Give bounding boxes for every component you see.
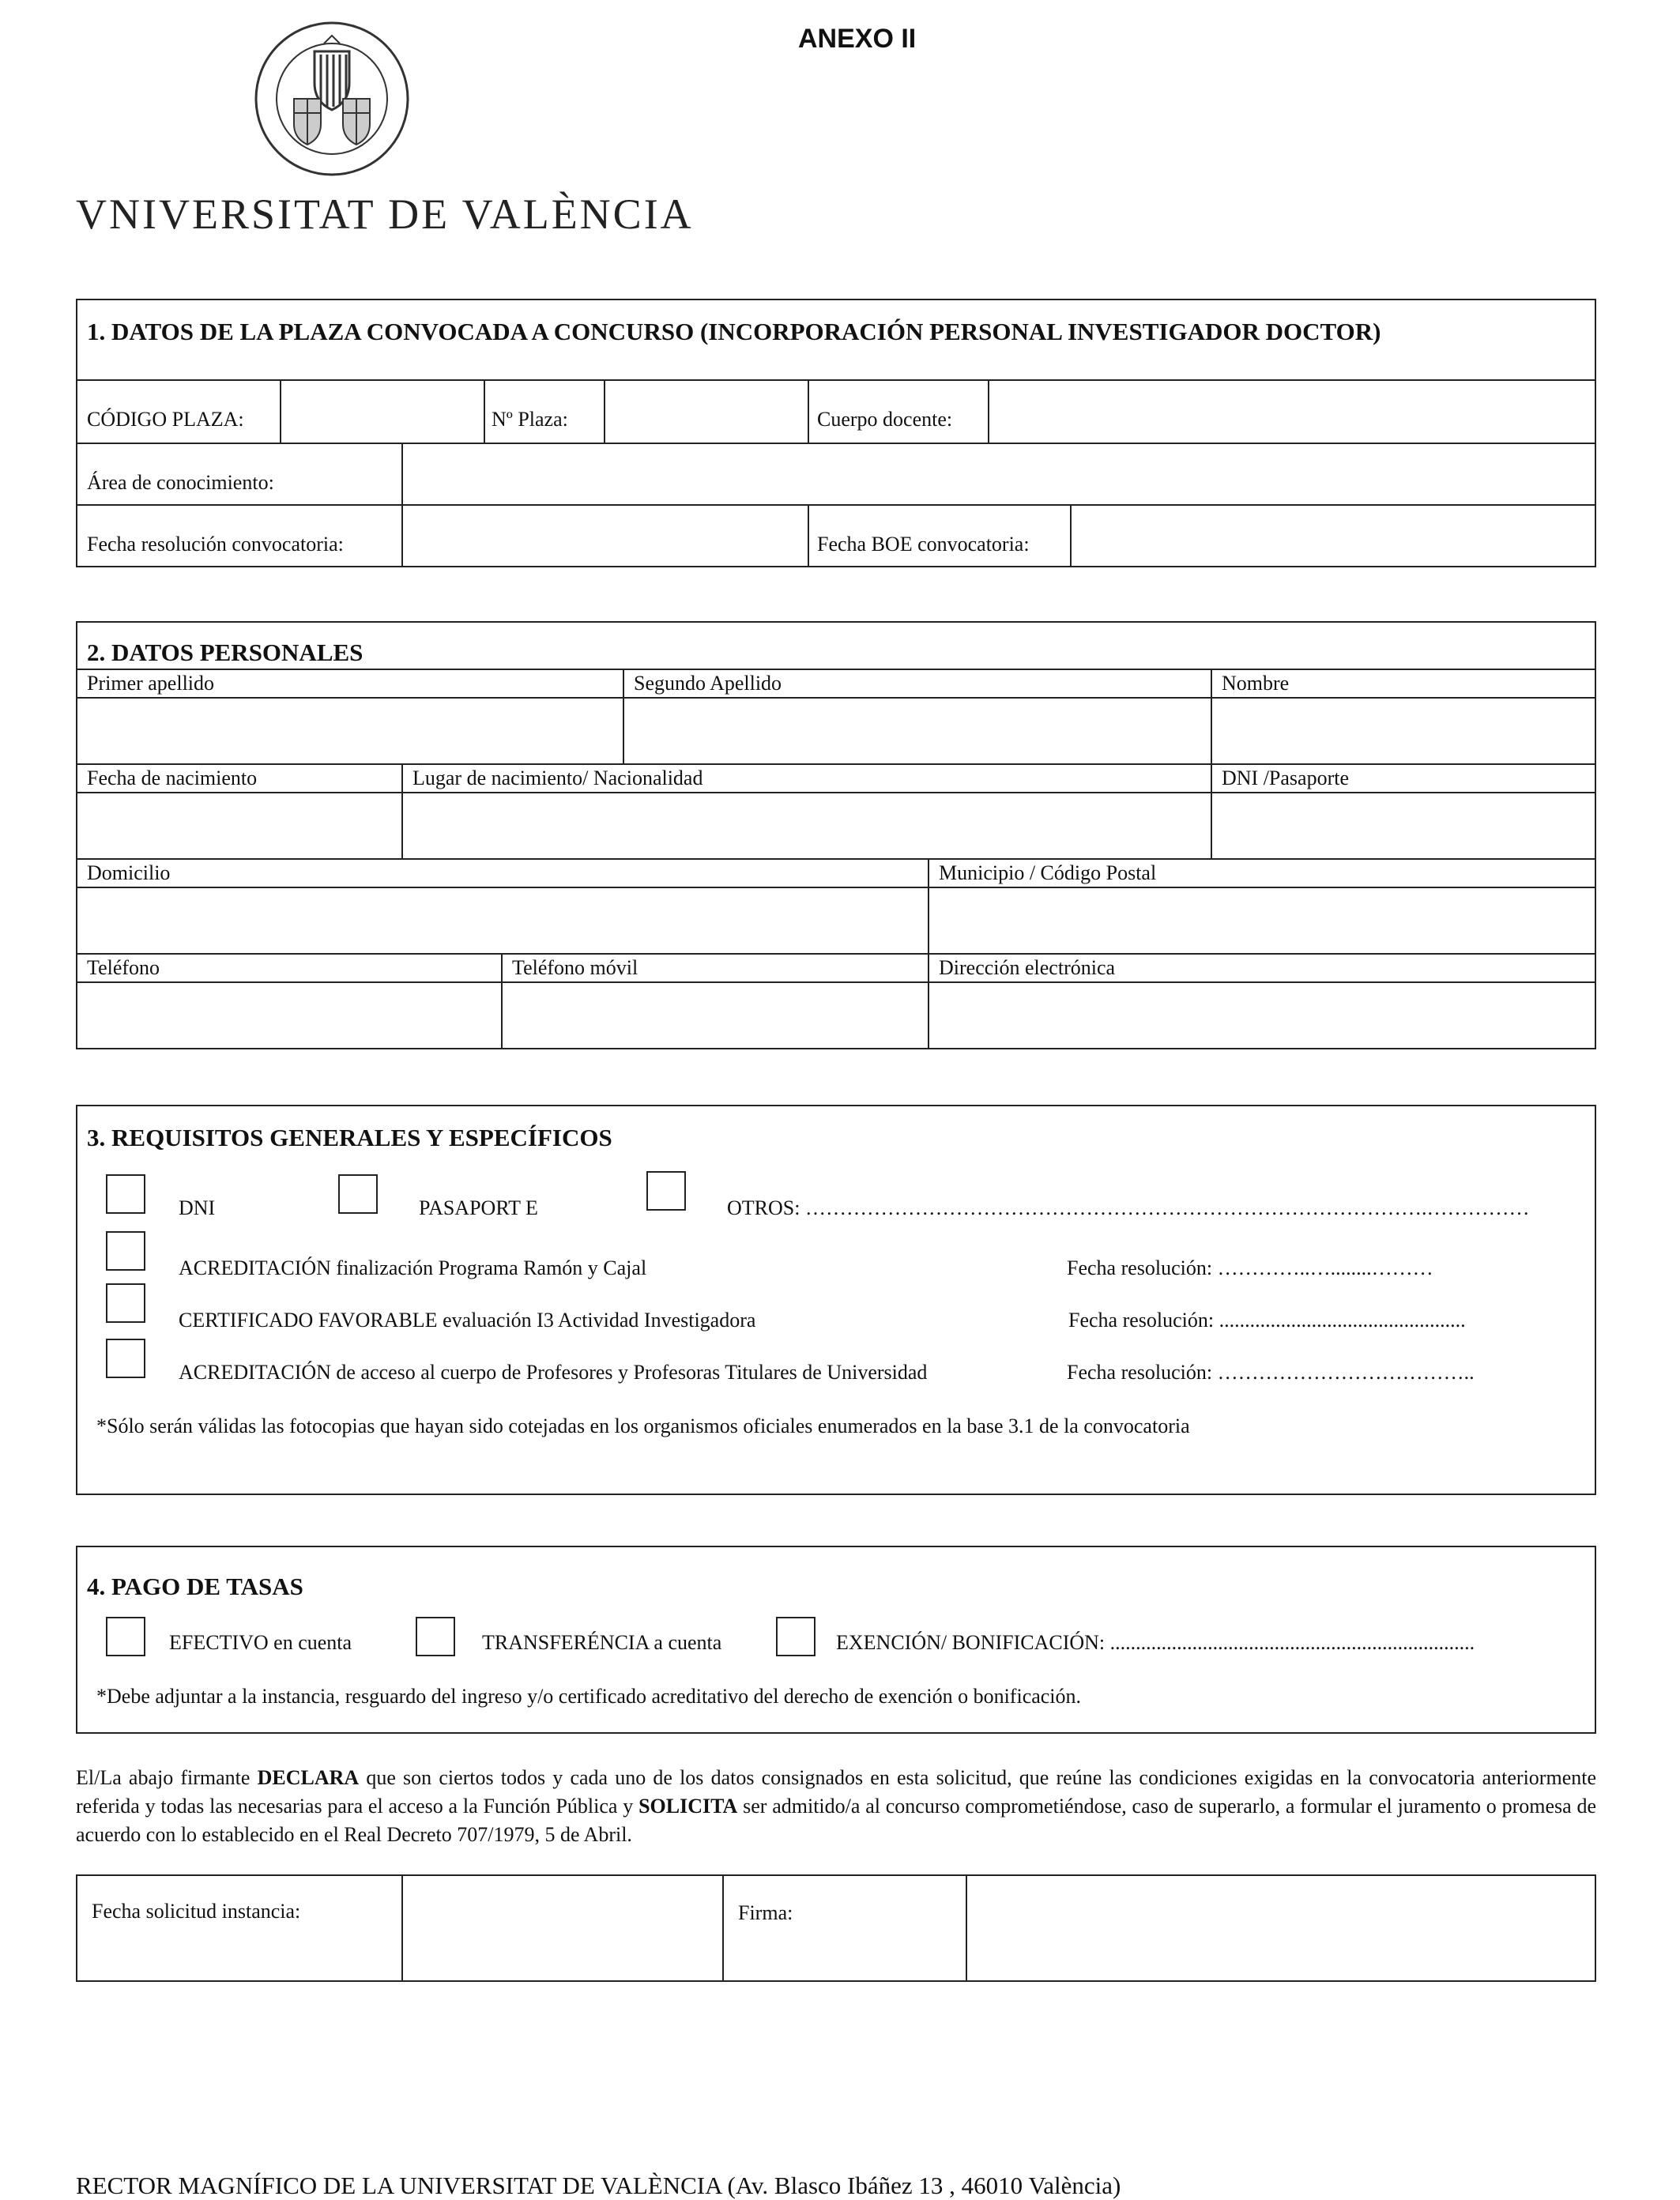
ramon-cajal-fecha: Fecha resolución: …………..…........……… (1067, 1256, 1433, 1279)
fecha-solicitud-label: Fecha solicitud instancia: (92, 1900, 301, 1923)
section4-note: *Debe adjuntar a la instancia, resguardo del ingreso y/o certificado acreditativo del derecho de exención o bonificación. (96, 1685, 1082, 1708)
nombre-label: Nombre (1222, 672, 1290, 695)
domicilio-field[interactable] (77, 888, 928, 953)
codigo-plaza-label: CÓDIGO PLAZA: (87, 408, 244, 431)
fecha-boe-field[interactable] (1072, 506, 1595, 566)
dni-checkbox[interactable] (106, 1174, 145, 1214)
n-plaza-label: Nº Plaza: (492, 408, 568, 431)
university-name: VNIVERSITAT DE VALÈNCIA (76, 190, 694, 238)
i3-certificado-label: CERTIFICADO FAVORABLE evaluación I3 Actividad Investigadora (179, 1309, 756, 1332)
n-plaza-field[interactable] (605, 381, 808, 441)
section3-title: 3. REQUISITOS GENERALES Y ESPECÍFICOS (87, 1124, 612, 1151)
dni-pasaporte-label: DNI /Pasaporte (1222, 767, 1350, 789)
acreditacion-titulares-fecha: Fecha resolución: ……………………………….. (1067, 1361, 1475, 1384)
codigo-plaza-field[interactable] (281, 381, 484, 441)
fecha-solicitud-field[interactable] (403, 1876, 722, 1980)
segundo-apellido-label: Segundo Apellido (634, 672, 782, 695)
pasaporte-option-label: PASAPORT E (419, 1196, 538, 1219)
municipio-label: Municipio / Código Postal (939, 861, 1157, 884)
municipio-field[interactable] (929, 888, 1595, 953)
segundo-apellido-field[interactable] (624, 699, 1211, 763)
area-field[interactable] (403, 444, 1595, 504)
section4-title: 4. PAGO DE TASAS (87, 1573, 303, 1600)
otros-option-label: OTROS: ……………………………………………………………………………….…………… (727, 1196, 1530, 1219)
telefono-movil-label: Teléfono móvil (512, 956, 638, 979)
i3-certificado-fecha: Fecha resolución: ................................................ (1068, 1309, 1466, 1332)
nombre-field[interactable] (1212, 699, 1595, 763)
primer-apellido-label: Primer apellido (87, 672, 215, 695)
ramon-cajal-checkbox[interactable] (106, 1231, 145, 1271)
otros-checkbox[interactable] (646, 1171, 686, 1211)
section1-title: 1. DATOS DE LA PLAZA CONVOCADA A CONCURSO (INCORPORACIÓN PERSONAL INVESTIGADOR DOCTOR) (87, 318, 1381, 345)
efectivo-checkbox[interactable] (106, 1617, 145, 1656)
firma-field[interactable] (967, 1876, 1595, 1980)
fecha-nacimiento-label: Fecha de nacimiento (87, 767, 258, 789)
section2-title: 2. DATOS PERSONALES (87, 639, 363, 666)
section3-note: *Sólo serán válidas las fotocopias que hayan sido cotejadas en los organismos oficiales enumerados en la base 3.1 de la convocatoria (96, 1415, 1190, 1437)
transferencia-label: TRANSFERÉNCIA a cuenta (482, 1631, 722, 1654)
firma-label: Firma: (738, 1901, 793, 1924)
telefono-field[interactable] (77, 983, 501, 1048)
lugar-nacimiento-label: Lugar de nacimiento/ Nacionalidad (412, 767, 703, 789)
solicita-keyword: SOLICITA (638, 1795, 738, 1818)
efectivo-label: EFECTIVO en cuenta (169, 1631, 352, 1654)
primer-apellido-field[interactable] (77, 699, 623, 763)
university-seal-icon (253, 20, 411, 178)
annex-title: ANEXO II (798, 24, 917, 54)
dni-option-label: DNI (179, 1196, 216, 1219)
domicilio-label: Domicilio (87, 861, 171, 884)
i3-certificado-checkbox[interactable] (106, 1283, 145, 1323)
cuerpo-docente-field[interactable] (989, 381, 1595, 441)
university-logo (76, 20, 694, 241)
fecha-nacimiento-field[interactable] (77, 793, 401, 858)
fecha-boe-label: Fecha BOE convocatoria: (817, 533, 1030, 556)
dni-pasaporte-field[interactable] (1212, 793, 1595, 858)
ramon-cajal-label: ACREDITACIÓN finalización Programa Ramón y Cajal (179, 1256, 647, 1279)
email-field[interactable] (929, 983, 1595, 1048)
declara-keyword: DECLARA (257, 1766, 360, 1789)
footer-address: RECTOR MAGNÍFICO DE LA UNIVERSITAT DE VALÈNCIA (Av. Blasco Ibáñez 13 , 46010 València) (76, 2172, 1121, 2199)
area-label: Área de conocimiento: (87, 471, 274, 494)
telefono-movil-field[interactable] (503, 983, 928, 1048)
pasaporte-checkbox[interactable] (338, 1174, 378, 1214)
fecha-resolucion-label: Fecha resolución convocatoria: (87, 533, 344, 556)
exencion-checkbox[interactable] (776, 1617, 816, 1656)
acreditacion-titulares-checkbox[interactable] (106, 1339, 145, 1378)
exencion-label: EXENCIÓN/ BONIFICACIÓN: ....................................................................... (836, 1631, 1475, 1654)
acreditacion-titulares-label: ACREDITACIÓN de acceso al cuerpo de Profesores y Profesoras Titulares de Universidad (179, 1361, 928, 1384)
transferencia-checkbox[interactable] (416, 1617, 455, 1656)
declaration-text: El/La abajo firmante DECLARA que son ciertos todos y cada uno de los datos consignados en esta solicitud, que reúne las condiciones exigidas en la convocatoria anteriormente referida y todas las necesarias para el acceso a la Función Pública y SOLICITA ser admitido/a al concurso comprometiéndose, caso de superarlo, a formular el juramento o promesa de acuerdo con lo establecido en el Real Decreto 707/1979, 5 de Abril. (76, 1766, 1596, 1846)
fecha-resolucion-field[interactable] (403, 506, 808, 566)
telefono-label: Teléfono (87, 956, 160, 979)
cuerpo-docente-label: Cuerpo docente: (817, 408, 953, 431)
lugar-nacimiento-field[interactable] (403, 793, 1211, 858)
email-label: Dirección electrónica (939, 956, 1116, 979)
